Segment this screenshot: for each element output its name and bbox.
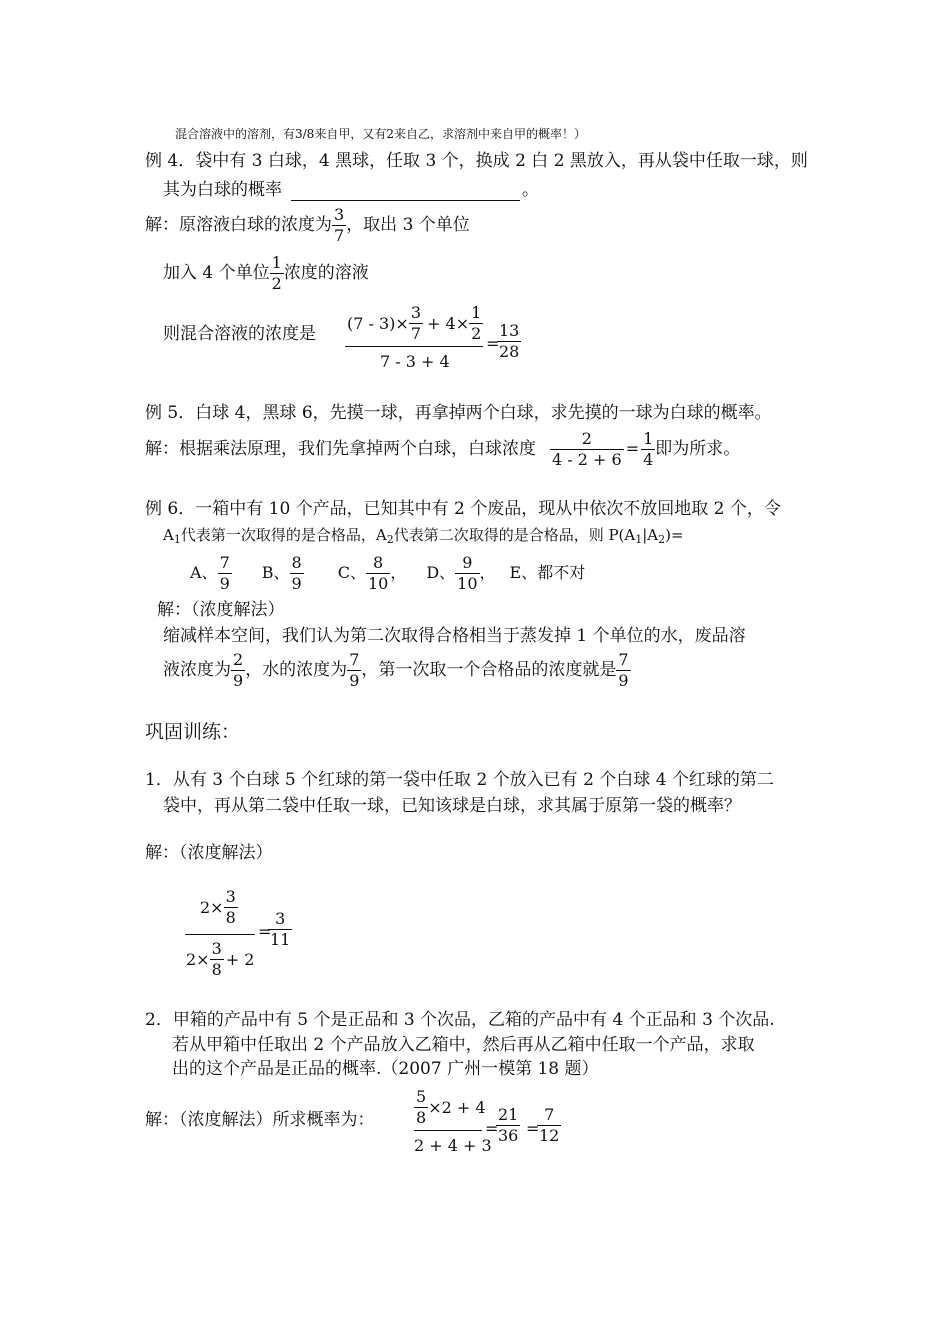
option-e: E、都不对 <box>509 563 586 583</box>
p2-big-denominator: 2 + 4 + 3 <box>414 1136 492 1155</box>
p1-solution-head: 解：（浓度解法） <box>145 843 273 863</box>
p1-big-numerator: 2× $\frac{3}{8}$ <box>200 887 236 927</box>
ex6-solution-head: 解：（浓度解法） <box>157 600 285 620</box>
ex6-solution-line2: 液浓度为 $\frac{2}{9}$ ，水的浓度为 $\frac{7}{9}$ ，第一次取一个合格品的浓度就是 $\frac{7}{9}$ <box>163 649 629 690</box>
p1-question-line2: 袋中，再从第二袋中任取一球，已知该球是白球，求其属于原第一袋的概率？ <box>163 796 741 816</box>
fraction-7-9-b: $\frac{7}{9}$ <box>618 649 629 690</box>
ex4-big-fraction-bar <box>345 346 483 347</box>
ex6-solution-line1: 缩减样本空间，我们认为第二次取得合格相当于蒸发掉 1 个单位的水，废品溶 <box>163 626 746 646</box>
fraction-2-9: $\frac{2}{9}$ <box>233 649 244 690</box>
ex5-sol-text-b: 即为所求。 <box>655 438 741 459</box>
ex4-big-numerator: (7 - 3)× $\frac{3}{7}$ + 4× $\frac{1}{2}$ <box>347 303 482 343</box>
ex4-sol2-text: 加入 4 个单位 <box>163 262 270 283</box>
ex4-solution-line1 <box>145 205 470 245</box>
ex4-sol1-text-b: ，取出 3 个单位 <box>346 214 470 235</box>
ex4-big-denominator: 7 - 3 + 4 <box>380 352 450 371</box>
ex4-line2-end: 。 <box>522 180 539 200</box>
ex6-question-line1: 例 6．一箱中有 10 个产品，已知其中有 2 个废品，现从中依次不放回地取 2 个，令 <box>145 499 781 519</box>
equals-sign-2: = <box>526 1119 540 1138</box>
ex6-options <box>190 550 585 596</box>
p1-result: $\frac{3}{11}$ <box>270 909 291 949</box>
ex4-question-line2: 其为白球的概率 <box>163 180 282 200</box>
ex5-solution: 解：根据乘法原理，我们先拿掉两个白球，白球浓度 $\frac{2}{4 - 2 + 6}$ = $\frac{1}{4}$ 即为所求。 <box>145 428 741 469</box>
fraction-1-4: $\frac{1}{4}$ <box>643 428 654 469</box>
p2-question-line3: 出的这个产品是正品的概率.（2007 广州一模第 18 题） <box>172 1059 599 1079</box>
p2-big-numerator: $\frac{5}{8}$ ×2 + 4 <box>416 1087 486 1127</box>
p2-question-line2: 若从甲箱中任取出 2 个产品放入乙箱中，然后再从乙箱中任取一个产品，求取 <box>172 1035 755 1055</box>
p2-result-1: $\frac{21}{36}$ <box>498 1105 519 1145</box>
p2-big-fraction-bar <box>414 1130 482 1131</box>
p2-question-line1: 2．甲箱的产品中有 5 个是正品和 3 个次品，乙箱的产品中有 4 个正品和 3 个次品. <box>145 1010 775 1030</box>
answer-blank <box>291 200 520 201</box>
ex6-question-line2: $A_1$代表第一次取得的是合格品，$A_2$代表第二次取得的是合格品，则 $P(A_1|A_2)=$ <box>163 526 684 546</box>
ex4-question-line1: 例 4．袋中有 3 白球，4 黑球，任取 3 个，换成 2 白 2 黑放入，再从袋中任取一球，则 <box>145 151 808 171</box>
equals-sign: = <box>485 1119 499 1138</box>
fraction-7-9: $\frac{7}{9}$ <box>349 649 360 690</box>
option-c: C、 $\frac{8}{10}$ ， <box>337 552 407 593</box>
fraction-1-2: $\frac{1}{2}$ <box>271 252 282 293</box>
p1-big-fraction-bar <box>185 934 255 935</box>
ex4-solution-line2 <box>163 253 369 293</box>
p1-big-denominator: 2× $\frac{3}{8}$ + 2 <box>186 939 255 979</box>
ex5-sol-text: 解：根据乘法原理，我们先拿掉两个白球，白球浓度 <box>145 438 536 459</box>
ex4-solution-line3: 则混合溶液的浓度是 <box>163 324 316 344</box>
ex4-sol2-text-b: 浓度的溶液 <box>283 262 369 283</box>
ex4-sol1-text: 解：原溶液白球的浓度为 <box>145 214 332 235</box>
fraction-3-7: $\frac{3}{7}$ <box>334 204 345 245</box>
top-note: 混合溶液中的溶剂，有3/8来自甲，又有2来自乙，求溶剂中来自甲的概率！） <box>175 127 586 141</box>
section-title: 巩固训练： <box>145 721 241 743</box>
equals-sign: = <box>486 334 500 353</box>
option-b: B、 $\frac{8}{9}$ <box>261 552 302 593</box>
p2-solution-head: 解：（浓度解法）所求概率为： <box>145 1110 375 1130</box>
option-a: A、 $\frac{7}{9}$ <box>190 552 230 593</box>
p1-question-line1: 1．从有 3 个白球 5 个红球的第一袋中任取 2 个放入已有 2 个白球 4 个红球的第二 <box>145 770 774 790</box>
ex5-fraction: $\frac{2}{4 - 2 + 6}$ <box>552 428 622 469</box>
option-d: D、 $\frac{9}{10}$ ， <box>426 552 496 593</box>
p2-result-2: $\frac{7}{12}$ <box>539 1105 560 1145</box>
equals-sign: = <box>258 922 272 941</box>
ex5-question: 例 5．白球 4，黑球 6，先摸一球，再拿掉两个白球，求先摸的一球为白球的概率。 <box>145 403 772 423</box>
ex4-result: $\frac{13}{28}$ <box>499 321 520 361</box>
